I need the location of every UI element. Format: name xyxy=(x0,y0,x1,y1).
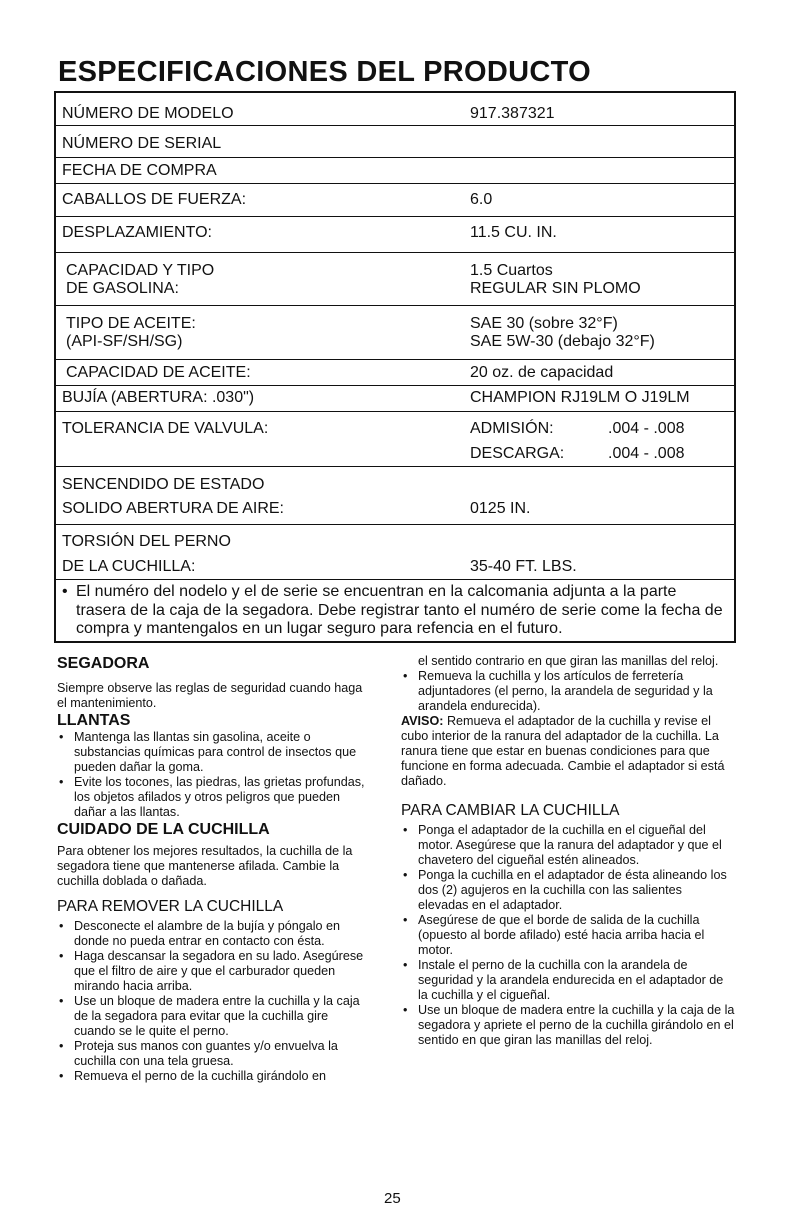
spec-label: TORSIÓN DEL PERNO xyxy=(62,533,231,550)
spec-row-torsion xyxy=(56,525,734,580)
spec-value: 1.5 Cuartos xyxy=(470,262,553,279)
llantas-list xyxy=(57,730,369,820)
spec-value: DESCARGA: xyxy=(470,445,565,462)
spec-value: .004 - .008 xyxy=(608,420,685,437)
spec-row-fecha xyxy=(56,158,734,184)
list-item: • Haga descansar la segadora en su lado. Asegúrese que el filtro de aire y que el carburador queden mirando hacia arriba. xyxy=(57,949,369,994)
spec-row-cap-aceite xyxy=(56,360,734,386)
left-column xyxy=(57,654,369,1084)
spec-table xyxy=(54,91,736,643)
cambiar-list xyxy=(401,823,735,1048)
spec-value: 20 oz. de capacidad xyxy=(470,364,614,381)
spec-row-aceite xyxy=(56,306,734,360)
spec-label: BUJÍA (ABERTURA: .030") xyxy=(62,389,255,406)
spec-value: REGULAR SIN PLOMO xyxy=(470,280,641,297)
spec-value: 0125 IN. xyxy=(470,500,531,517)
aviso-paragraph xyxy=(401,714,735,789)
spec-label: DESPLAZAMIENTO: xyxy=(62,224,212,241)
spec-label: TIPO DE ACEITE: xyxy=(66,315,196,332)
cuidado-heading: CUIDADO DE LA CUCHILLA xyxy=(57,821,270,838)
spec-label: NÚMERO DE MODELO xyxy=(62,105,234,122)
spec-label: CAPACIDAD DE ACEITE: xyxy=(66,364,251,381)
spec-row-modelo xyxy=(56,93,734,126)
list-item: • Evite los tocones, las piedras, las grietas profundas, los objetos afilados y otros peligros que pueden dañar a las llantas. xyxy=(57,775,369,820)
list-item: • Proteja sus manos con guantes y/o envuelva la cuchilla con una tela gruesa. xyxy=(57,1039,369,1069)
spec-label: FECHA DE COMPRA xyxy=(62,162,217,179)
spec-label: (API-SF/SH/SG) xyxy=(66,333,183,350)
spec-value: 35-40 FT. LBS. xyxy=(470,558,577,575)
spec-row-gasolina xyxy=(56,253,734,306)
spec-label: NÚMERO DE SERIAL xyxy=(62,135,222,152)
list-item: • Mantenga las llantas sin gasolina, aceite o substancias químicas para control de insectos que pueden dañar la goma. xyxy=(57,730,369,775)
spec-note xyxy=(56,580,734,643)
spec-label: SOLIDO ABERTURA DE AIRE: xyxy=(62,500,284,517)
aviso-text: Remueva el adaptador de la cuchilla y revise el cubo interior de la ranura del adaptador de la cuchilla. La ranura tiene que estar en buenas condiciones para que funcione en forma adecuada. Cambie el adaptador si está dañado. xyxy=(401,714,725,788)
spec-value: .004 - .008 xyxy=(608,445,685,462)
spec-row-desplazamiento xyxy=(56,217,734,253)
cont-list xyxy=(401,669,735,714)
cuidado-text: Para obtener los mejores resultados, la cuchilla de la segadora tiene que mantenerse afilada. Cambie la cuchilla doblada o dañada. xyxy=(57,844,353,888)
spec-row-valvula xyxy=(56,412,734,467)
spec-row-serial xyxy=(56,126,734,158)
page-number: 25 xyxy=(384,1190,401,1207)
spec-value: CHAMPION RJ19LM O J19LM xyxy=(470,389,690,406)
remover-list xyxy=(57,919,369,1084)
spec-value: SAE 5W-30 (debajo 32°F) xyxy=(470,333,655,350)
bullet-icon: • xyxy=(62,583,68,600)
llantas-heading: LLANTAS xyxy=(57,712,131,729)
spec-row-caballos xyxy=(56,184,734,217)
spec-value: 11.5 CU. IN. xyxy=(470,224,557,241)
spec-value: 6.0 xyxy=(470,191,493,208)
spec-value: SAE 30 (sobre 32°F) xyxy=(470,315,618,332)
list-item: • Remueva la cuchilla y los artículos de ferretería adjuntadores (el perno, la arandela de seguridad y la arandela endurecida). xyxy=(401,669,735,714)
spec-row-encendido xyxy=(56,467,734,525)
list-item: • Ponga el adaptador de la cuchilla en el cigueñal del motor. Asegúrese que la ranura del adaptador y que el chavetero del cigueñal estén alineados. xyxy=(401,823,735,868)
spec-label: TOLERANCIA DE VALVULA: xyxy=(62,420,269,437)
list-item: • Desconecte el alambre de la bujía y póngalo en donde no pueda entrar en contacto con ésta. xyxy=(57,919,369,949)
spec-label: CAPACIDAD Y TIPO xyxy=(66,262,215,279)
segadora-heading: SEGADORA xyxy=(57,655,150,672)
list-item: • Asegúrese de que el borde de salida de la cuchilla (opuesto al borde afilado) esté hacia arriba hacia el motor. xyxy=(401,913,735,958)
remover-heading: PARA REMOVER LA CUCHILLA xyxy=(57,898,284,915)
spec-note-text: El numéro del nodelo y el de serie se encuentran en la calcomania adjunta a la parte trasera de la caja de la segadora. Debe registrar tanto el numéro de serie come la fecha de compra y mantengalos en un lugar seguro para refencia en el futuro. xyxy=(76,583,723,637)
cont-text: el sentido contrario en que giran las manillas del reloj. xyxy=(418,654,719,668)
list-item: • Remueva el perno de la cuchilla girándolo en xyxy=(57,1069,369,1084)
cambiar-heading: PARA CAMBIAR LA CUCHILLA xyxy=(401,802,620,819)
spec-label: SENCENDIDO DE ESTADO xyxy=(62,476,265,493)
list-item: • Use un bloque de madera entre la cuchilla y la caja de la segadora y apriete el perno de la cuchilla girándolo en el sentido en que giran las manillas del reloj. xyxy=(401,1003,735,1048)
page-title: ESPECIFICACIONES DEL PRODUCTO xyxy=(58,56,591,88)
list-item: • Use un bloque de madera entre la cuchilla y la caja de la segadora para evitar que la cuchilla gire cuando se le quite el perno. xyxy=(57,994,369,1039)
right-column xyxy=(401,654,735,1048)
spec-label: DE GASOLINA: xyxy=(66,280,179,297)
spec-value: ADMISIÓN: xyxy=(470,420,554,437)
spec-value: 917.387321 xyxy=(470,105,555,122)
spec-label: DE LA CUCHILLA: xyxy=(62,558,196,575)
spec-row-bujia xyxy=(56,386,734,412)
list-item: • Instale el perno de la cuchilla con la arandela de seguridad y la arandela endurecida en el adaptador de la cuchilla y el cigueñal. xyxy=(401,958,735,1003)
segadora-text: Siempre observe las reglas de seguridad cuando haga el mantenimiento. xyxy=(57,681,363,710)
aviso-label: AVISO: xyxy=(401,714,444,728)
list-item: • Ponga la cuchilla en el adaptador de ésta alineando los dos (2) agujeros en la cuchilla con las salientes elevadas en el adaptador. xyxy=(401,868,735,913)
spec-label: CABALLOS DE FUERZA: xyxy=(62,191,247,208)
